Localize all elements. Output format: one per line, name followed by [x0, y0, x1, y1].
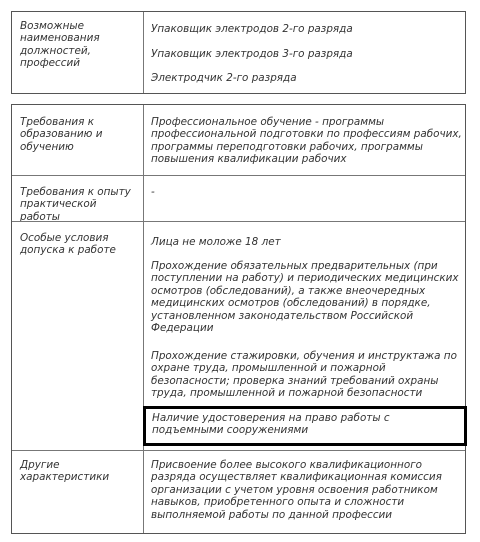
positions-table: [11, 11, 466, 94]
condition-medical: Прохождение обязательных предварительных (при поступлении на работу) и периодических медицинских осмотров (обследований), а также внеочередных медицинских осмотров (обследований) в порядке, установленном законодательством Российской Федерации: [151, 260, 459, 335]
column-divider: [143, 12, 144, 93]
experience-value: -: [151, 186, 155, 198]
special-conditions-label: Особые условия допуска к работе: [20, 232, 116, 257]
education-value: Профессиональное обучение - программы профессиональной подготовки по профессиям рабочих, программы переподготовки рабочих, программы повышения квалификации рабочих: [151, 116, 462, 166]
position-item: Упаковщик электродов 3-го разряда: [151, 48, 353, 60]
condition-certificate: Наличие удостоверения на право работы с подъемными сооружениями: [152, 412, 390, 437]
other-characteristics-value: Присвоение более высокого квалификационного разряда осуществляет квалификационная комиссия организации с учетом уровня освоения работником навыков, приобретенного опыта и сложности выполняемой работы по данной профессии: [151, 459, 442, 521]
experience-label: Требования к опыту практической работы: [20, 186, 131, 223]
experience-row: [12, 175, 465, 221]
position-item: Упаковщик электродов 2-го разряда: [151, 23, 353, 35]
condition-age: Лица не моложе 18 лет: [151, 236, 281, 248]
positions-label: Возможные наименования должностей, профессий: [20, 20, 100, 70]
position-item: Электродчик 2-го разряда: [151, 72, 297, 84]
other-characteristics-row: [12, 450, 465, 535]
highlighted-cell: [143, 406, 467, 446]
education-row: [12, 105, 465, 174]
condition-training: Прохождение стажировки, обучения и инструктажа по охране труда, промышленной и пожарной безопасности; проверка знаний требований охраны труда, промышленной и пожарной безопасности: [151, 350, 457, 400]
other-characteristics-label: Другие характеристики: [20, 459, 110, 484]
education-label: Требования к образованию и обучению: [20, 116, 103, 153]
requirements-table: [11, 104, 466, 534]
